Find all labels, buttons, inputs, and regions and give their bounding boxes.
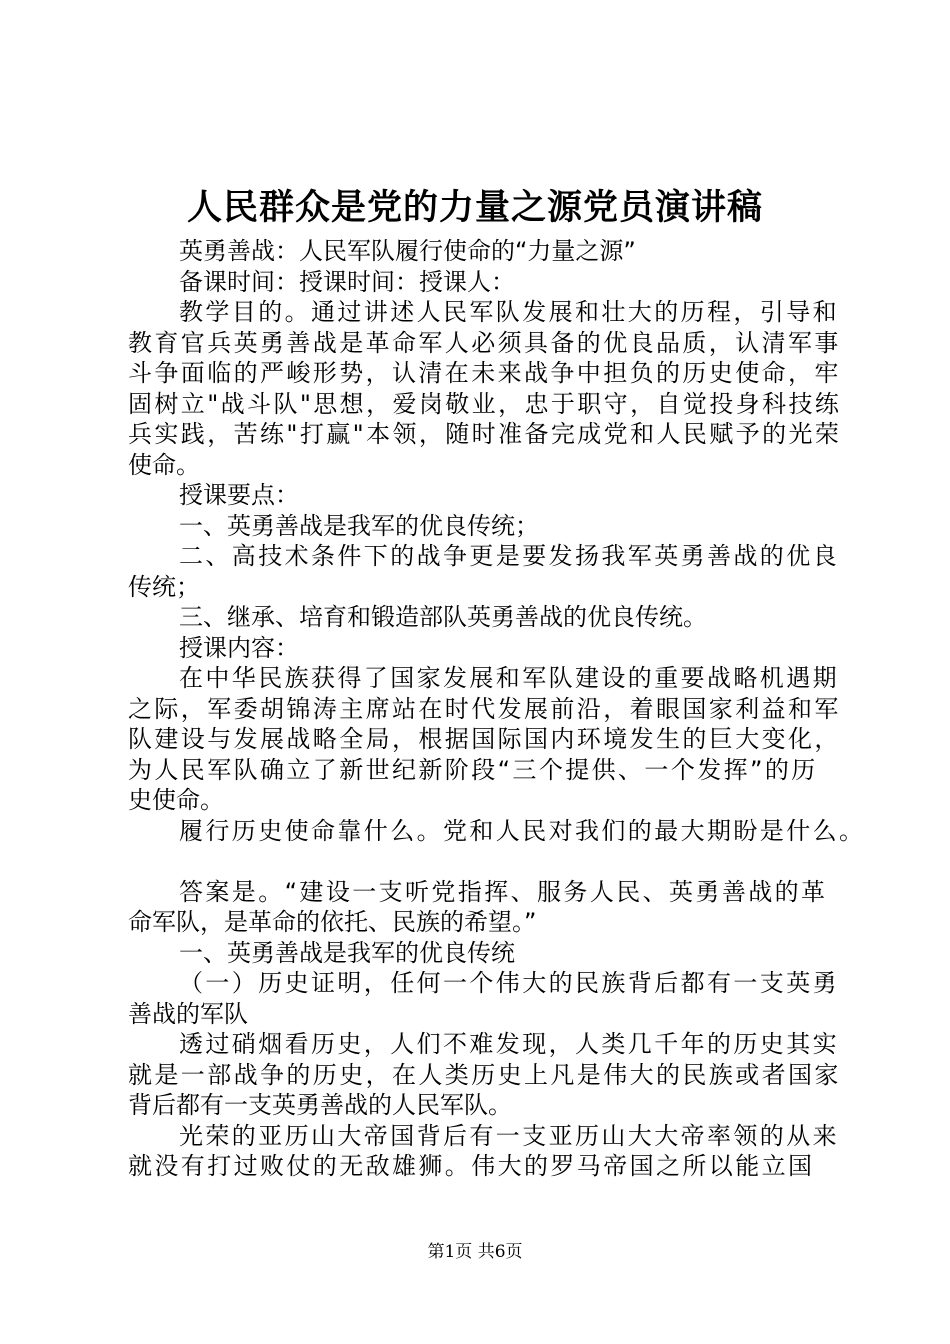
paragraph-line: 一、英勇善战是我军的优良传统； [179, 511, 539, 540]
blank-line [128, 846, 838, 877]
paragraph-line: 教育官兵英勇善战是革命军人必须具备的优良品质，认清军事 [128, 328, 841, 357]
document-title: 人民群众是党的力量之源党员演讲稿 [186, 187, 763, 228]
paragraph-line: 使命。 [128, 450, 200, 479]
paragraph-line: 二、高技术条件下的战争更是要发扬我军英勇善战的优良 [179, 542, 839, 570]
paragraph-line: 传统； [128, 572, 200, 601]
paragraph-line: 答案是。“建设一支听党指挥、服务人民、英勇善战的革 [179, 877, 828, 906]
paragraph-line: 授课要点： [179, 481, 299, 509]
paragraph-line: 史使命。 [128, 786, 224, 814]
paragraph-line: 善战的军队 [128, 999, 248, 1028]
paragraph-line: 队建设与发展战略全局，根据国际国内环境发生的巨大变化， [128, 725, 841, 753]
paragraph-line: 透过硝烟看历史，人们不难发现，人类几千年的历史其实 [179, 1030, 839, 1058]
paragraph-line: 在中华民族获得了国家发展和军队建设的重要战略机遇期 [179, 664, 839, 692]
paragraph-line: 固树立"战斗队"思想，爱岗敬业，忠于职守，自觉投身科技练 [128, 389, 842, 418]
paragraph-line: 履行历史使命靠什么。党和人民对我们的最大期盼是什么。 [179, 816, 866, 845]
paragraph-line: 英勇善战：人民军队履行使命的“力量之源” [179, 237, 636, 265]
paragraph-line: 斗争面临的严峻形势，认清在未来战争中担负的历史使命，牢 [128, 359, 841, 387]
page-number-footer: 第1页 共6页 [427, 1242, 523, 1262]
paragraph-line: 三、继承、培育和锻造部队英勇善战的优良传统。 [179, 603, 707, 631]
paragraph-line: 备课时间：授课时间：授课人： [179, 267, 515, 296]
paragraph-line: （一）历史证明，任何一个伟大的民族背后都有一支英勇 [179, 969, 839, 997]
paragraph-line: 兵实践，苦练"打赢"本领，随时准备完成党和人民赋予的光荣 [128, 420, 842, 448]
document-body [128, 236, 866, 1182]
paragraph-line: 之际，军委胡锦涛主席站在时代发展前沿，着眼国家利益和军 [128, 694, 841, 723]
paragraph-line: 光荣的亚历山大帝国背后有一支亚历山大大帝率领的从来 [179, 1121, 839, 1150]
paragraph-line: 命军队，是革命的依托、民族的希望。” [128, 908, 537, 936]
paragraph-line: 就是一部战争的历史，在人类历史上凡是伟大的民族或者国家 [128, 1060, 841, 1089]
paragraph-line: 授课内容： [179, 633, 299, 662]
paragraph-line: 就没有打过败仗的无敌雄狮。伟大的罗马帝国之所以能立国 [128, 1152, 815, 1180]
paragraph-line: 背后都有一支英勇善战的人民军队。 [128, 1091, 512, 1119]
paragraph-line: 一、英勇善战是我军的优良传统 [179, 938, 515, 967]
paragraph-line: 教学目的。通过讲述人民军队发展和壮大的历程，引导和 [179, 298, 839, 326]
paragraph-line: 为人民军队确立了新世纪新阶段“三个提供、一个发挥”的历 [128, 755, 818, 784]
